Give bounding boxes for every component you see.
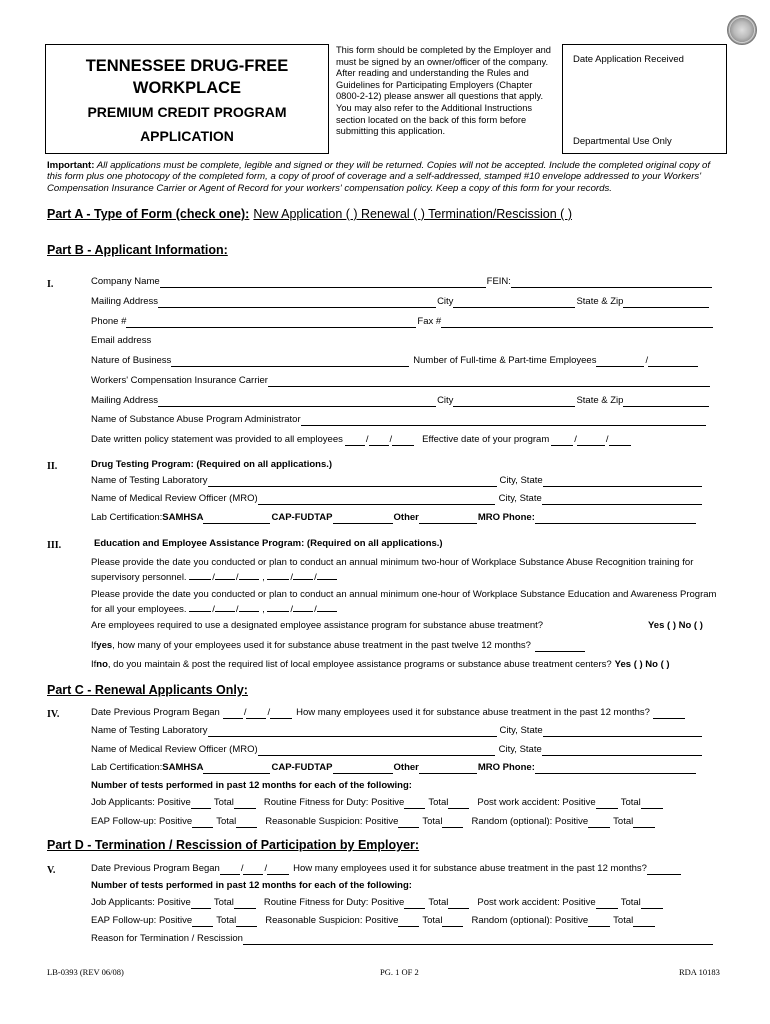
mro-city-state-field[interactable] bbox=[542, 494, 702, 505]
c-random-total-field[interactable] bbox=[633, 817, 655, 828]
c-lab-row: Name of Testing Laboratory City, State bbox=[91, 725, 703, 737]
c-random-positive-field[interactable] bbox=[588, 817, 610, 828]
d-routine-positive-field[interactable] bbox=[404, 898, 425, 909]
d-post-positive-field[interactable] bbox=[596, 898, 618, 909]
d-routine-total-field[interactable] bbox=[448, 898, 469, 909]
nature-field[interactable] bbox=[171, 356, 409, 367]
d-reason-field[interactable] bbox=[243, 934, 713, 945]
mailing-row: Mailing Address City State & Zip bbox=[91, 296, 710, 308]
drug-testing-heading: Drug Testing Program: (Required on all applications.) bbox=[91, 459, 333, 470]
c-routine-positive-field[interactable] bbox=[404, 798, 425, 809]
email-row: Email address bbox=[91, 335, 152, 346]
q-if-no: If no , do you maintain & post the required list of local employee assistance programs or substance abuse treatment centers? Yes ( ) No ( ) bbox=[91, 659, 670, 670]
fax-field[interactable] bbox=[441, 317, 713, 328]
part-c-heading: Part C - Renewal Applicants Only: bbox=[47, 683, 248, 697]
fein-field[interactable] bbox=[511, 277, 712, 288]
effective-month-field[interactable] bbox=[551, 435, 573, 446]
part-a bbox=[47, 207, 572, 221]
sap-admin-row: Name of Substance Abuse Program Administrator bbox=[91, 414, 707, 426]
c-mro-city-state-field[interactable] bbox=[542, 745, 702, 756]
c-num-tests-heading: Number of tests performed in past 12 months for each of the following: bbox=[91, 780, 412, 791]
q-supervisor-training: Please provide the date you conducted or plan to conduct an annual minimum two-hour of Workplace Substance Abuse Recognition training for supervisory personnel. / / , / / bbox=[91, 557, 694, 583]
effective-year-field[interactable] bbox=[609, 435, 631, 446]
fulltime-field[interactable] bbox=[596, 356, 644, 367]
c-began-month-field[interactable] bbox=[223, 708, 243, 719]
mro-row: Name of Medical Review Officer (MRO) City, State bbox=[91, 493, 703, 505]
page-number: PG. 1 OF 2 bbox=[380, 967, 419, 977]
q-if-yes: If yes , how many of your employees used it for substance abuse treatment in the past twelve 12 months? bbox=[91, 640, 586, 652]
title-line-1: TENNESSEE DRUG-FREE bbox=[85, 57, 289, 75]
parttime-field[interactable] bbox=[648, 356, 698, 367]
section-iii-label: III. bbox=[47, 540, 62, 551]
mro-name-field[interactable] bbox=[258, 494, 495, 505]
c-lab-cert-row: Lab Certification: SAMHSA CAP-FUDTAP Other MRO Phone: bbox=[91, 762, 697, 774]
mailing-address-field[interactable] bbox=[158, 297, 436, 308]
d-num-tests-heading: Number of tests performed in past 12 months for each of the following: bbox=[91, 880, 412, 891]
d-post-total-field[interactable] bbox=[641, 898, 663, 909]
phone-field[interactable] bbox=[126, 317, 416, 328]
form-instructions: This form should be completed by the Employer and must be signed by an owner/officer of the company. After reading and understanding the Rules and Guidelines for Participating Employers (Chapter 0800-2-12) please answer all questions that apply. You may also refer to the Additional Instructions section located on the back of this form before submitting this application. bbox=[336, 45, 551, 137]
city-field-2[interactable] bbox=[453, 396, 575, 407]
policy-month-field[interactable] bbox=[345, 435, 365, 446]
c-mro-name-field[interactable] bbox=[258, 745, 495, 756]
c-began-year-field[interactable] bbox=[270, 708, 292, 719]
c-samhsa-field[interactable] bbox=[203, 763, 270, 774]
section-iv-label: IV. bbox=[47, 709, 60, 720]
form-title-box bbox=[45, 44, 329, 154]
title-line-3: PREMIUM CREDIT PROGRAM bbox=[87, 104, 287, 120]
c-post-total-field[interactable] bbox=[641, 798, 663, 809]
d-date-began-row: Date Previous Program Began / / How many employees used it for substance abuse treatment in the past 12 months? bbox=[91, 863, 682, 875]
samhsa-field[interactable] bbox=[203, 513, 270, 524]
part-b-heading: Part B - Applicant Information: bbox=[47, 243, 228, 257]
d-reason-row: Reason for Termination / Rescission bbox=[91, 933, 714, 945]
part-d-heading: Part D - Termination / Rescission of Participation by Employer: bbox=[47, 838, 420, 852]
section-i-label: I. bbox=[47, 279, 54, 290]
d-reasonable-total-field[interactable] bbox=[442, 916, 463, 927]
nature-row: Nature of Business Number of Full-time & Part-time Employees / bbox=[91, 355, 699, 367]
d-reasonable-positive-field[interactable] bbox=[398, 916, 419, 927]
c-job-positive-field[interactable] bbox=[191, 798, 211, 809]
title-line-4: APPLICATION bbox=[140, 128, 234, 144]
c-job-total-field[interactable] bbox=[234, 798, 256, 809]
form-type-options[interactable]: New Application ( ) Renewal ( ) Termination/Rescission ( ) bbox=[253, 207, 572, 221]
d-tests-row-1: Job Applicants: Positive Total Routine Fitness for Duty: Positive Total Post work accident: Positive Total bbox=[91, 897, 664, 909]
c-date-began-row: Date Previous Program Began / / How many employees used it for substance abuse treatment in the past 12 months? bbox=[91, 707, 686, 719]
education-heading: Education and Employee Assistance Program: (Required on all applications.) bbox=[94, 538, 443, 549]
lab-city-state-field[interactable] bbox=[543, 476, 702, 487]
d-job-positive-field[interactable] bbox=[191, 898, 211, 909]
c-routine-total-field[interactable] bbox=[448, 798, 469, 809]
state-seal-icon bbox=[727, 15, 757, 45]
mailing-address-field-2[interactable] bbox=[158, 396, 436, 407]
section-ii-label: II. bbox=[47, 461, 58, 472]
d-random-positive-field[interactable] bbox=[588, 916, 610, 927]
c-how-many-field[interactable] bbox=[653, 708, 685, 719]
d-eap-total-field[interactable] bbox=[236, 916, 257, 927]
city-field[interactable] bbox=[453, 297, 575, 308]
c-mro-row: Name of Medical Review Officer (MRO) City, State bbox=[91, 744, 703, 756]
phone-row: Phone # Fax # bbox=[91, 316, 714, 328]
departmental-use-box bbox=[562, 44, 727, 154]
c-other-cert-field[interactable] bbox=[419, 763, 477, 774]
c-began-day-field[interactable] bbox=[246, 708, 266, 719]
rda-number: RDA 10183 bbox=[679, 967, 720, 977]
part-a-heading: Part A - Type of Form (check one): bbox=[47, 207, 250, 221]
title-line-2: WORKPLACE bbox=[132, 79, 242, 97]
c-tests-row-1: Job Applicants: Positive Total Routine Fitness for Duty: Positive Total Post work accident: Positive Total bbox=[91, 797, 664, 809]
company-name-field[interactable] bbox=[160, 277, 486, 288]
lab-name-field[interactable] bbox=[208, 476, 497, 487]
post-list-yes-no[interactable]: Yes ( ) No ( ) bbox=[614, 659, 670, 670]
other-cert-field[interactable] bbox=[419, 513, 477, 524]
c-reasonable-total-field[interactable] bbox=[442, 817, 463, 828]
sap-admin-field[interactable] bbox=[301, 415, 706, 426]
c-mro-phone-field[interactable] bbox=[535, 763, 696, 774]
c-lab-name-field[interactable] bbox=[208, 726, 497, 737]
d-began-month-field[interactable] bbox=[220, 864, 240, 875]
q-designated-eap: Are employees required to use a designated employee assistance program for substance abuse treatment? bbox=[91, 620, 544, 631]
d-began-day-field[interactable] bbox=[243, 864, 263, 875]
c-eap-total-field[interactable] bbox=[236, 817, 257, 828]
c-tests-row-2: EAP Follow-up: Positive Total Reasonable Suspicion: Positive Total Random (optional): Positive Total bbox=[91, 816, 656, 828]
mailing-row-2: Mailing Address City State & Zip bbox=[91, 395, 710, 407]
section-v-label: V. bbox=[47, 865, 56, 876]
d-how-many-field[interactable] bbox=[647, 864, 681, 875]
important-notice: Important: All applications must be complete, legible and signed or they will be returned. Copies will not be accepted. Include the completed original copy of this form plus one photocopy of the completed form, a copy of proof of coverage and a self-addressed, stamped #10 envelope addressed to your Workers' Compensation Insurance Carrier or Agent of Record for your workers' compensation policy. Keep a copy of this form for your records. bbox=[47, 160, 711, 194]
c-lab-city-state-field[interactable] bbox=[543, 726, 702, 737]
mro-phone-field[interactable] bbox=[535, 513, 696, 524]
policy-day-field[interactable] bbox=[369, 435, 389, 446]
c-cap-fudtap-field[interactable] bbox=[333, 763, 393, 774]
policy-date-row: Date written policy statement was provided to all employees / / Effective date of your program / / bbox=[91, 434, 632, 446]
q-employee-education: Please provide the date you conducted or plan to conduct an annual minimum one-hour of Workplace Substance Education and Awareness Program for all your employees. / / , / / bbox=[91, 589, 717, 615]
state-zip-field[interactable] bbox=[623, 297, 709, 308]
policy-year-field[interactable] bbox=[392, 435, 414, 446]
form-number: LB-0393 (REV 06/08) bbox=[47, 967, 124, 977]
dept-use-label: Departmental Use Only bbox=[573, 136, 672, 147]
cap-fudtap-field[interactable] bbox=[333, 513, 393, 524]
lab-row: Name of Testing Laboratory City, State bbox=[91, 475, 703, 487]
lab-cert-row: Lab Certification: SAMHSA CAP-FUDTAP Other MRO Phone: bbox=[91, 512, 697, 524]
company-row: Company Name FEIN: bbox=[91, 276, 713, 288]
d-random-total-field[interactable] bbox=[633, 916, 655, 927]
effective-day-field[interactable] bbox=[577, 435, 605, 446]
c-reasonable-positive-field[interactable] bbox=[398, 817, 419, 828]
c-eap-positive-field[interactable] bbox=[192, 817, 213, 828]
d-job-total-field[interactable] bbox=[234, 898, 256, 909]
eap-count-field[interactable] bbox=[535, 641, 585, 652]
c-post-positive-field[interactable] bbox=[596, 798, 618, 809]
date-received-label: Date Application Received bbox=[573, 54, 684, 65]
d-eap-positive-field[interactable] bbox=[192, 916, 213, 927]
state-zip-field-2[interactable] bbox=[623, 396, 709, 407]
wc-carrier-row: Workers' Compensation Insurance Carrier bbox=[91, 375, 711, 387]
d-began-year-field[interactable] bbox=[267, 864, 289, 875]
d-tests-row-2: EAP Follow-up: Positive Total Reasonable Suspicion: Positive Total Random (optional): Positive Total bbox=[91, 915, 656, 927]
wc-carrier-field[interactable] bbox=[268, 376, 710, 387]
eap-yes-no[interactable]: Yes ( ) No ( ) bbox=[648, 620, 703, 631]
